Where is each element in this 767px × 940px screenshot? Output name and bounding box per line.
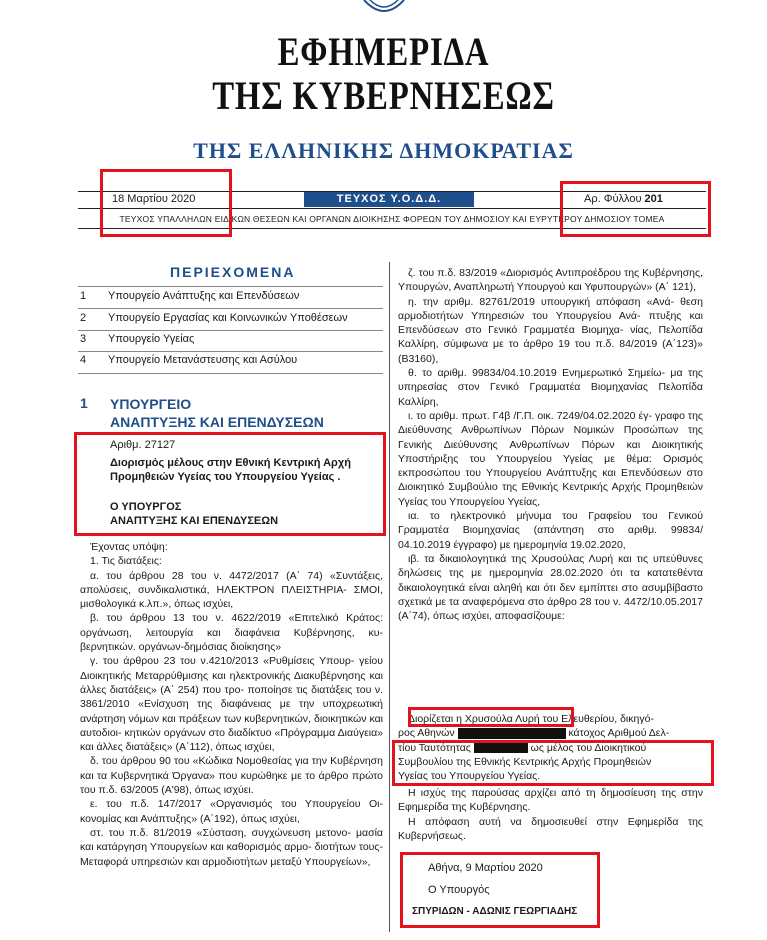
body-paragraph: στ. του π.δ. 81/2019 «Σύσταση, συγχώνευση μετονο- μασία και κατάργηση Υπουργείων και καθορισμός αρμο- διοτήτων τους-Μεταφορά υπηρεσιών και αρμοδιοτήτων μεταξύ Υπουργείων», <box>80 826 383 868</box>
ministry-line1: ΥΠΟΥΡΓΕΙΟ <box>110 396 192 412</box>
body-paragraph: η. την αριθμ. 82761/2019 υπουργική απόφαση «Ανά- θεση αρμοδιοτήτων Υπηρεσιών του Υπουργείου Ανά- πτυξης και Επενδύσεων στο Γενικό Γραμματέα Βιομηχα- νίας, Πελοπίδα Καλλίρη, σύμφωνα με το άρθρο 19 του π.δ. 84/2019 (Α΄123)» (Β3160), <box>398 295 703 365</box>
toc-rule <box>78 330 383 331</box>
body-paragraph: ε. του π.δ. 147/2017 «Οργανισμός του Υπουργείου Οι- κονομίας και Ανάπτυξης» (Α΄192), όπως ισχύει, <box>80 798 383 825</box>
appointment-text: του Ελευθερίου, δικηγό- <box>539 713 654 725</box>
body-paragraph: α. του άρθρου 28 του ν. 4472/2017 (Α΄ 74) «Συντάξεις, απολύσεις, συνδικαλιστικά, ΗΛΕΚΤΡΟΝ ΠΛΕΙΣΤΗΡΙΑ- ΣΜΟΙ, μισθολογικά κ.λπ.», όπως ισχύει, <box>80 569 383 611</box>
redaction-bar <box>458 728 566 739</box>
decision-number: Αριθμ. 27127 <box>110 439 176 451</box>
toc-item-number: 1 <box>80 290 87 302</box>
toc-item-label: Υπουργείο Μετανάστευσης και Ασύλου <box>108 354 298 366</box>
body-paragraph: δ. του άρθρου 90 του «Κώδικα Νομοθεσίας για την Κυβέρνηση και τα Κυβερνητικά Όργανα» που κυρώθηκε με το άρθρο πρώτο του π.δ. 63/2005 (Α'98), όπως ισχύει. <box>80 755 383 797</box>
masthead-title-line2: ΤΗΣ ΚΥΒΕΡΝΗΣΕΩΣ <box>212 73 555 118</box>
toc-item-number: 2 <box>80 312 87 324</box>
toc-item[interactable] <box>80 290 380 306</box>
left-column-body <box>80 540 383 869</box>
highlight-appointee <box>408 707 574 727</box>
appointment-line2 <box>398 726 703 740</box>
issue-subtitle: ΤΕΥΧΟΣ ΥΠΑΛΛΗΛΩΝ ΕΙΔΙΚΩΝ ΘΕΣΕΩΝ ΚΑΙ ΟΡΓΑΝΩΝ ΔΙΟΙΚΗΣΗΣ ΦΟΡΕΩΝ ΤΟΥ ΔΗΜΟΣΙΟΥ ΚΑΙ ΕΥΡΥΤΕΡΟΥ ΔΗΜΟΣΙΟΥ ΤΟΜΕΑ <box>119 214 665 224</box>
highlight-appointment <box>392 740 714 786</box>
toc-item-label: Υπουργείο Ανάπτυξης και Επενδύσεων <box>108 290 300 302</box>
toc-rule <box>78 373 383 374</box>
greek-crest-icon <box>360 0 408 16</box>
closing-text <box>398 786 703 843</box>
body-paragraph: ια. το ηλεκτρονικό μήνυμα του Γραφείου του Γενικού Γραμματέα Βιομηχανίας (απάντηση στο αριθμ. 99834/ 04.10.2019 έγγραφο) με ημερομηνία 19.02.2020, <box>398 510 703 551</box>
minister-line2: ΑΝΑΠΤΥΞΗΣ ΚΑΙ ΕΠΕΝΔΥΣΕΩΝ <box>110 515 279 527</box>
issue-type: ΤΕΥΧΟΣ Υ.Ο.Δ.Δ. <box>304 192 474 207</box>
body-paragraph: β. του άρθρου 13 του ν. 4622/2019 «Επιτελικό Κράτος: οργάνωση, λειτουργία και διαφάνεια Κυβέρνησης, κυ- βερνητικών. οργάνων-δημόσιας διοίκησης» <box>80 612 383 654</box>
sheet-value: 201 <box>644 193 663 205</box>
appointee-name: Διορίζεται η Χρυσούλα Λυρή <box>408 713 540 725</box>
column-divider <box>389 262 390 932</box>
issue-date: 18 Μαρτίου 2020 <box>112 193 196 205</box>
section-number: 1 <box>80 395 88 411</box>
appointment-text: κάτοχος Αριθμού Δελ- <box>568 727 670 740</box>
publish-paragraph: Η απόφαση αυτή να δημοσιευθεί στην Εφημερίδα της Κυβερνήσεως. <box>398 815 703 842</box>
body-paragraph: Έχοντας υπόψη: <box>90 541 168 553</box>
signer-name: ΣΠΥΡΙΔΩΝ - ΑΔΩΝΙΣ ΓΕΩΡΓΙΑΔΗΣ <box>412 906 578 917</box>
section-ministry <box>110 395 324 431</box>
signer-title: Ο Υπουργός <box>428 884 490 896</box>
right-column-body <box>398 266 703 623</box>
toc-rule <box>78 286 383 287</box>
toc-item[interactable] <box>80 312 380 328</box>
body-paragraph: 1. Τις διατάξεις: <box>90 555 162 568</box>
body-paragraph: ι. το αριθμ. πρωτ. Γ4β /Γ.Π. οικ. 7249/04.02.2020 έγ- γραφο της Διεύθυνσης Ανθρωπίνων Πόρων Νομικών Προσώπων της Γενικής Διεύθυνσης Ανθρωπίνων Πόρων και Διοικητικής Υποστήριξης του Υπουργείου Υγείας με θέμα: Ορισμός εκπροσώπου του Υπουργείου Ανάπτυξης και Επενδύσεων στο Διοικητικό Συμβούλιο της Εθνικής Κεντρικής Αρχής Προμηθειών Υγείας του Υπουργείου Υγείας, <box>398 409 703 508</box>
toc-item-number: 3 <box>80 333 87 345</box>
toc-item[interactable] <box>80 354 380 370</box>
appointment-text: τίου Ταυτότητας <box>398 741 471 754</box>
toc-item[interactable] <box>80 333 380 349</box>
sheet-label: Αρ. Φύλλου <box>584 193 642 205</box>
masthead-subtitle: ΤΗΣ ΕΛΛΗΝΙΚΗΣ ΔΗΜΟΚΡΑΤΙΑΣ <box>193 138 574 163</box>
toc-rule <box>78 351 383 352</box>
toc-title: ΠΕΡΙΕΧΟΜΕΝΑ <box>170 264 296 280</box>
minister-heading <box>110 500 278 528</box>
ministry-line2: ΑΝΑΠΤΥΞΗΣ ΚΑΙ ΕΠΕΝΔΥΣΕΩΝ <box>110 414 324 430</box>
body-paragraph: θ. το αριθμ. 99834/04.10.2019 Ενημερωτικό Σημείω- μα της υπηρεσίας στον Γενικό Γραμματέα Βιομηχανίας Πελοπίδα Καλλίρη, <box>398 367 703 408</box>
highlight-date <box>100 169 232 237</box>
body-paragraph: ιβ. τα δικαιολογητικά της Χρυσούλας Λυρή και τις υπεύθυνες δηλώσεις της με ημερομηνία 28.02.2020 ότι τα κατατεθέντα δικαιολογητικά είναι αληθή και ότι δεν εμπίπτει στο ασυμβίβαστο σχετικά με τα αναφερόμενα στο άρθρο 28 του ν. 4472/10.05.2017 (Α΄74), όπως ισχύει, αποφασίζουμε: <box>398 552 703 623</box>
toc-item-label: Υπουργείο Υγείας <box>108 333 195 345</box>
highlight-sheet-number <box>560 181 711 237</box>
appointment-line4: Συμβουλίου της Εθνικής Κεντρικής Αρχής Προμηθειών <box>398 755 652 768</box>
masthead-title-line1: ΕΦΗΜΕΡΙΔΑ <box>277 29 490 74</box>
body-paragraph: γ. του άρθρου 23 του ν.4210/2013 «Ρυθμίσεις Υπουρ- γείου Διοικητικής Μεταρρύθμισης και ηλεκτρονικής Διακυβέρνησης και άλλες διατάξεις» (Α΄ 254) που τρο- ποποίησε τις διατάξεις του ν. 3861/2010 «Ενίσχυση της διαφάνειας με την υποχρεωτική ανάρτηση νόμων και πράξεων των κυβερνητικών, διοικητικών και αυτοδιοι- κητικών οργάνων στο διαδίκτυο «Πρόγραμμα Διαύγεια» και άλλες διατάξεις» (Α΄112), όπως ισχύει, <box>80 655 383 754</box>
toc-item-number: 4 <box>80 354 87 366</box>
appointment-text: ρος Αθηνών <box>398 727 455 740</box>
toc-rule <box>78 308 383 309</box>
decision-title: Διορισμός μέλους στην Εθνική Κεντρική Αρχή Προμηθειών Υγείας του Υπουργείου Υγείας . <box>110 457 351 483</box>
minister-line1: Ο ΥΠΟΥΡΓΟΣ <box>110 501 182 513</box>
appointment-text: ως μέλος του Διοικητικού <box>530 741 647 754</box>
toc-item-label: Υπουργείο Εργασίας και Κοινωνικών Υποθέσεων <box>108 312 348 324</box>
place-date: Αθήνα, 9 Μαρτίου 2020 <box>428 862 543 874</box>
validity-paragraph: Η ισχύς της παρούσας αρχίζει από τη δημοσίευση της στην Εφημερίδα της Κυβέρνησης. <box>398 787 703 814</box>
body-paragraph: ζ. του π.δ. 83/2019 «Διορισμός Αντιπροέδρου της Κυβέρνησης, Υπουργών, Αναπληρωτή Υπουργού και Υφυπουργών» (Α΄ 121), <box>398 267 703 294</box>
appointment-line5: Υγείας του Υπουργείου Υγείας. <box>398 770 541 783</box>
